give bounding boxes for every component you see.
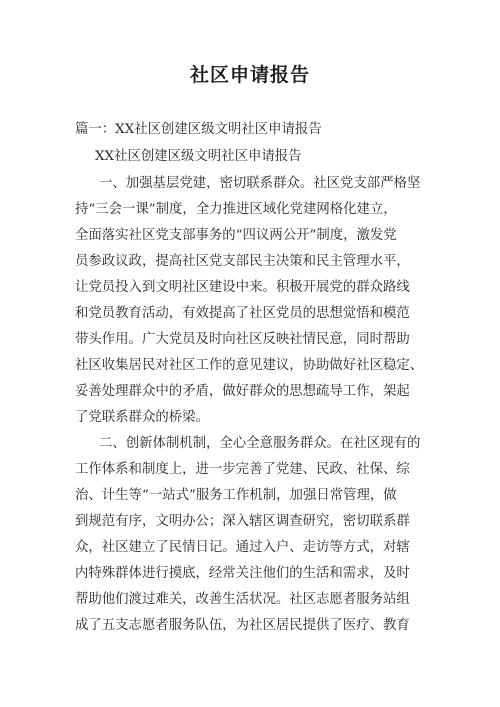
paragraph-line: 持“三会一课”制度，全力推进区域化党建网格化建立，: [75, 202, 397, 217]
paragraph-line: 工作体系和制度上，进一步完善了党建、民政、社保、综: [75, 462, 410, 477]
paragraph-line: 帮助他们渡过难关，改善生活状况。社区志愿者服务站组: [75, 592, 410, 607]
paragraph-line: 众，社区建立了民情日记。通过入户、走访等方式，对辖: [75, 540, 410, 555]
paragraph-line: 员参政议政，提高社区党支部民主决策和民主管理水平，: [75, 254, 410, 269]
paragraph-line: 成了五支志愿者服务队伍，为社区居民提供了医疗、教育: [75, 618, 410, 633]
paragraph-line: 社区收集居民对社区工作的意见建议，协助做好社区稳定、: [75, 358, 424, 373]
subheading: XX社区创建区级文明社区申请报告: [95, 149, 302, 164]
paragraph-line: 治、计生等“一站式”服务工作机制，加强日常管理，做: [75, 488, 397, 503]
section-heading: 篇一：XX社区创建区级文明社区申请报告: [75, 122, 322, 137]
document-title: 社区申请报告: [189, 64, 310, 86]
paragraph-line: 一、加强基层党建，密切联系群众。社区党支部严格坚: [99, 176, 421, 191]
paragraph-line: 了党联系群众的桥梁。: [75, 410, 209, 425]
paragraph-line: 和党员教育活动，有效提高了社区党员的思想觉悟和模范: [75, 306, 410, 321]
paragraph-line: 二、创新体制机制，全心全意服务群众。在社区现有的: [99, 436, 421, 451]
paragraph-line: 带头作用。广大党员及时向社区反映社情民意，同时帮助: [75, 332, 410, 347]
paragraph-line: 到规范有序，文明办公；深入辖区调查研究，密切联系群: [75, 514, 410, 529]
paragraph-line: 内特殊群体进行摸底，经常关注他们的生活和需求，及时: [75, 566, 410, 581]
paragraph-line: 全面落实社区党支部事务的“四议两公开”制度，激发党: [75, 228, 397, 243]
paragraph-line: 妥善处理群众中的矛盾，做好群众的思想疏导工作，架起: [75, 384, 410, 399]
paragraph-line: 让党员投入到文明社区建设中来。积极开展党的群众路线: [75, 280, 410, 295]
